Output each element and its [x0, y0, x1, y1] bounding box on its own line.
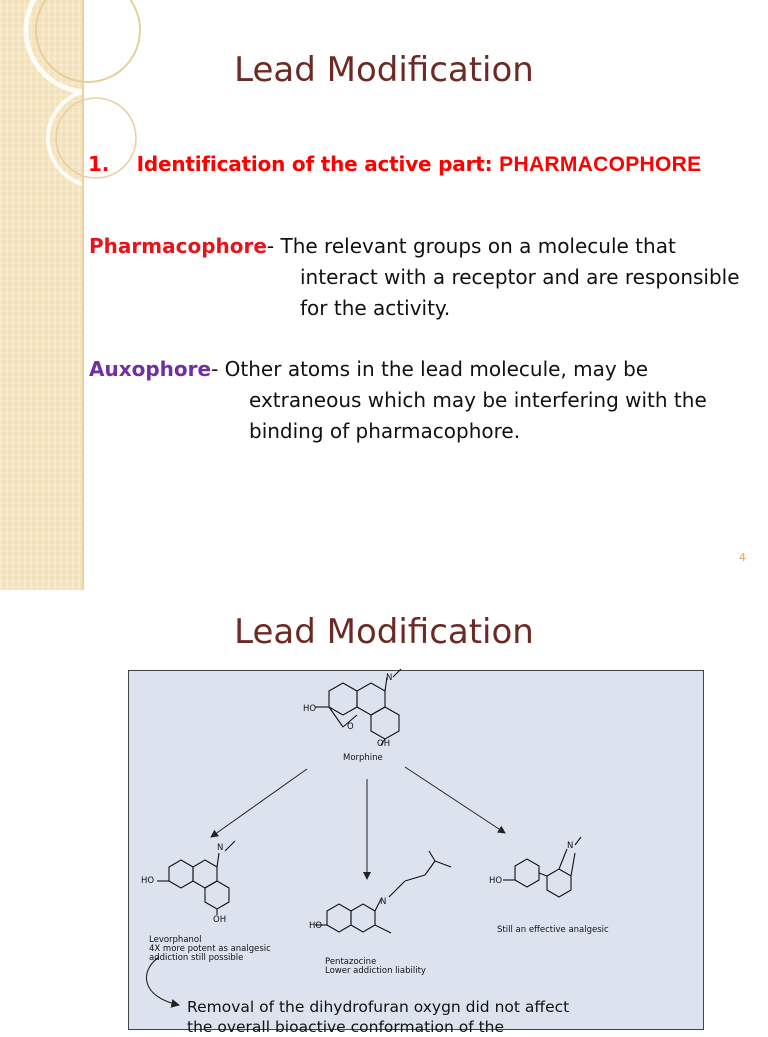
pharmacophore-line-2: interact with a receptor and are responsible: [300, 265, 740, 289]
auxophore-term: Auxophore: [89, 357, 212, 381]
levorphanol-note-1: 4X more potent as analgesic: [149, 944, 271, 954]
page-number: 4: [739, 551, 746, 564]
morphine-analogs-figure: [128, 670, 704, 1036]
levorphanol-ho-label: HO: [141, 876, 155, 886]
analog-ho-label: HO: [489, 876, 503, 886]
morphine-name: Morphine: [343, 753, 383, 763]
auxophore-definition: [89, 354, 707, 447]
chemical-structures-drawing: [129, 671, 705, 1031]
heading-number: 1.: [88, 152, 110, 176]
pharmacophore-line-1: - The relevant groups on a molecule that: [266, 234, 676, 258]
levorphanol-name: Levorphanol: [149, 935, 202, 945]
morphine-o-label: O: [347, 722, 354, 732]
pentazocine-ho-label: HO: [309, 921, 323, 931]
figure-caption: [187, 997, 569, 1037]
pharmacophore-line-3: for the activity.: [300, 296, 451, 320]
caption-line-1: Removal of the dihydrofuran oxygn did not affect: [187, 998, 570, 1016]
heading-text: Identification of the active part:: [136, 152, 493, 176]
morphine-ho-label: HO: [303, 704, 317, 714]
morphine-n-label: N: [386, 673, 393, 683]
pentazocine-n-label: N: [380, 897, 387, 907]
levorphanol-note-2: addiction still possible: [149, 953, 244, 963]
pharmacophore-definition: [89, 231, 740, 324]
slide-title: Lead Modification: [234, 50, 534, 90]
auxophore-line-1: - Other atoms in the lead molecule, may be: [211, 357, 649, 381]
levorphanol-n-label: N: [217, 843, 224, 853]
levorphanol-oh-label: OH: [213, 915, 227, 925]
section-heading: [88, 152, 701, 177]
morphine-oh-label: OH: [377, 739, 391, 749]
analog-note-1: Still an effective analgesic: [497, 925, 609, 935]
analog-n-label: N: [567, 841, 574, 851]
auxophore-line-2: extraneous which may be interfering with the: [249, 388, 707, 412]
pharmacophore-term: Pharmacophore: [89, 234, 267, 258]
pentazocine-name: Pentazocine: [325, 957, 377, 967]
caption-line-2: the overall bioactive conformation of the: [187, 1018, 505, 1036]
circle-ornament-icon: [0, 0, 82, 200]
slide-title-2: Lead Modification: [234, 612, 534, 652]
heading-keyword: PHARMACOPHORE: [499, 153, 702, 176]
slide-2: [0, 590, 768, 1036]
pentazocine-structure: [315, 851, 451, 933]
arrows: [211, 767, 505, 879]
caption-arrow: [146, 957, 179, 1005]
auxophore-line-3: binding of pharmacophore.: [249, 419, 521, 443]
pentazocine-note-1: Lower addiction liability: [325, 966, 426, 976]
